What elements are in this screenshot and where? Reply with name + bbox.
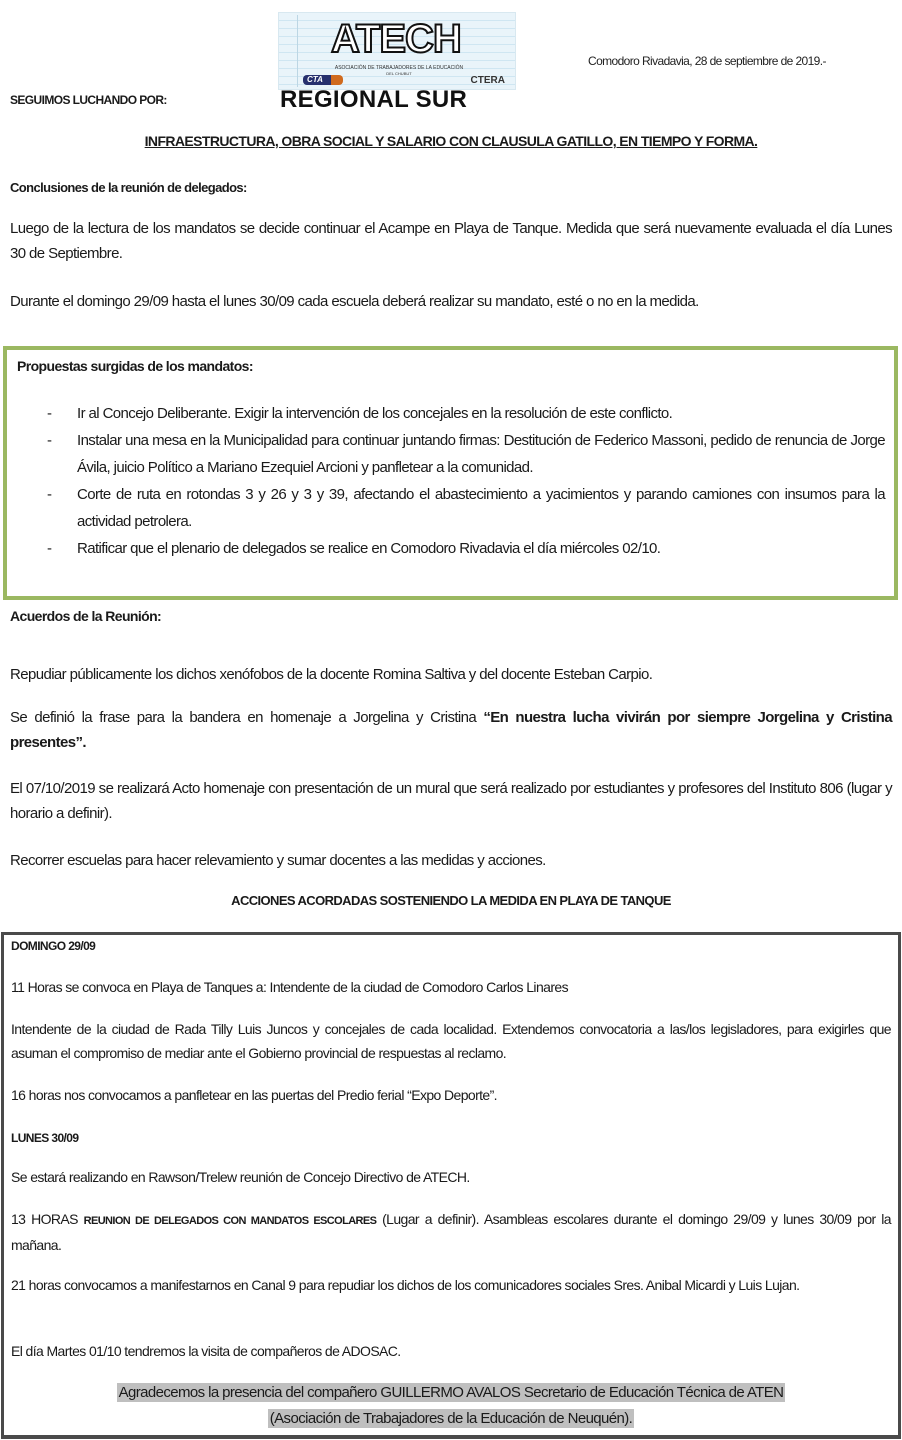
cta-logo-badge: CTA [303,75,343,85]
propuesta-item [47,481,885,535]
conclusiones-title: Conclusiones de la reunión de delegados: [10,180,247,195]
acuerdo-acto-homenaje: El 07/10/2019 se realizará Acto homenaje con presentación de un mural que será realizado por estudiantes y profesores del Instituto 806 (lugar y horario a definir). [10,780,892,822]
bandera-lead: Se definió la frase para la bandera en homenaje a Jorgelina y Cristina [10,709,484,726]
acciones-title: ACCIONES ACORDADAS SOSTENIENDO LA MEDIDA EN PLAYA DE TANQUE [231,893,671,908]
propuesta-text: Corte de ruta en rotondas 3 y 26 y 3 y 39, afectando el abastecimiento a yacimientos y parando camiones con insumos para la actividad petrolera. [77,486,885,530]
domingo-heading: DOMINGO 29/09 [11,939,96,953]
regional-title: REGIONAL SUR [280,86,468,113]
domingo-item: Intendente de la ciudad de Rada Tilly Luis Juncos y concejales de cada localidad. Extendemos convocatoria a las/los legisladores, para exigirles que asuman el compromiso de mediar ante el Gobierno provincial de respuestas al reclamo. [11,1021,891,1061]
dash-bullet-icon: - [47,486,52,503]
propuesta-item [47,535,885,562]
lunes-item: 21 horas convocamos a manifestarnos en Canal 9 para repudiar los dichos de los comunicadores sociales Sres. Anibal Micardi y Luis Lujan. [11,1277,800,1293]
acuerdos-title: Acuerdos de la Reunión: [10,608,162,624]
propuesta-item [47,427,885,481]
lunes-item: Se estará realizando en Rawson/Trelew reunión de Concejo Directivo de ATECH. [11,1169,470,1185]
conclusion-paragraph-1: Luego de la lectura de los mandatos se decide continuar el Acampe en Playa de Tanque. Medida que será nuevamente evaluada el día Lunes 30 de Septiembre. [10,220,892,262]
dash-bullet-icon: - [47,405,52,422]
conclusion-paragraph-2: Durante el domingo 29/09 hasta el lunes 30/09 cada escuela deberá realizar su mandato, esté o no en la medida. [10,293,699,310]
atech-logo [278,12,516,90]
logo-title: ATECH [331,17,461,61]
document-date: Comodoro Rivadavia, 28 de septiembre de 2019.- [588,54,826,68]
propuestas-list [47,400,885,562]
domingo-item: 11 Horas se convoca en Playa de Tanques a: Intendente de la ciudad de Comodoro Carlos Linares [11,979,568,995]
propuesta-text: Ir al Concejo Deliberante. Exigir la intervención de los concejales en la resolución de este conflicto. [77,405,673,422]
seguimos-label: SEGUIMOS LUCHANDO POR: [10,93,167,107]
domingo-item: 16 horas nos convocamos a panfletear en las puertas del Predio ferial “Expo Deporte”. [11,1087,497,1103]
ctera-logo-badge: CTERA [470,75,505,86]
acciones-box [1,932,901,1439]
acuerdo-bandera [10,705,892,755]
propuesta-text: Ratificar que el plenario de delegados se realice en Comodoro Rivadavia el día miércoles 02/10. [77,540,661,557]
propuesta-item [47,400,885,427]
closing-line-1 [4,1380,898,1405]
reunion-time: 13 HORAS [11,1211,84,1227]
acuerdo-recorrer-escuelas: Recorrer escuelas para hacer relevamiento y sumar docentes a las medidas y acciones. [10,852,546,869]
dash-bullet-icon: - [47,432,52,449]
lunes-item-reunion [11,1207,891,1257]
lunes-item: El día Martes 01/10 tendremos la visita de compañeros de ADOSAC. [11,1343,401,1359]
propuestas-title: Propuestas surgidas de los mandatos: [17,358,253,374]
logo-side-stripe [281,15,298,87]
propuesta-text: Instalar una mesa en la Municipalidad para continuar juntando firmas: Destitución de Federico Massoni, pedido de renuncia de Jorge Ávila, juicio Político a Mariano Ezequiel Arcioni y panfletear a la comunidad. [77,432,885,476]
propuestas-box [3,346,898,600]
closing-text-1: Agradecemos la presencia del compañero GUILLERMO AVALOS Secretario de Educación Técnica de ATEN [118,1384,784,1401]
reunion-details: (Lugar a definir). Asambleas escolares durante el domingo 29/09 y lunes 30/09 por la mañana. [11,1211,891,1253]
bandera-quote: “En nuestra lucha vivirán por siempre Jorgelina y Cristina presentes”. [10,709,892,751]
lunes-heading: LUNES 30/09 [11,1131,79,1145]
dash-bullet-icon: - [47,540,52,557]
reunion-title: REUNION DE DELEGADOS CON MANDATOS ESCOLARES [83,1215,377,1227]
logo-subtitle-line2: DEL CHUBUT [386,71,412,76]
closing-line-2 [4,1406,898,1431]
closing-text-2: (Asociación de Trabajadores de la Educación de Neuquén). [269,1410,633,1427]
logo-subtitle-line1: ASOCIACIÓN DE TRABAJADORES DE LA EDUCACIÓN [334,65,464,71]
acuerdo-repudio: Repudiar públicamente los dichos xenófobos de la docente Romina Saltiva y del docente Esteban Carpio. [10,666,653,683]
headline: INFRAESTRUCTURA, OBRA SOCIAL Y SALARIO CON CLAUSULA GATILLO, EN TIEMPO Y FORMA. [144,133,758,149]
